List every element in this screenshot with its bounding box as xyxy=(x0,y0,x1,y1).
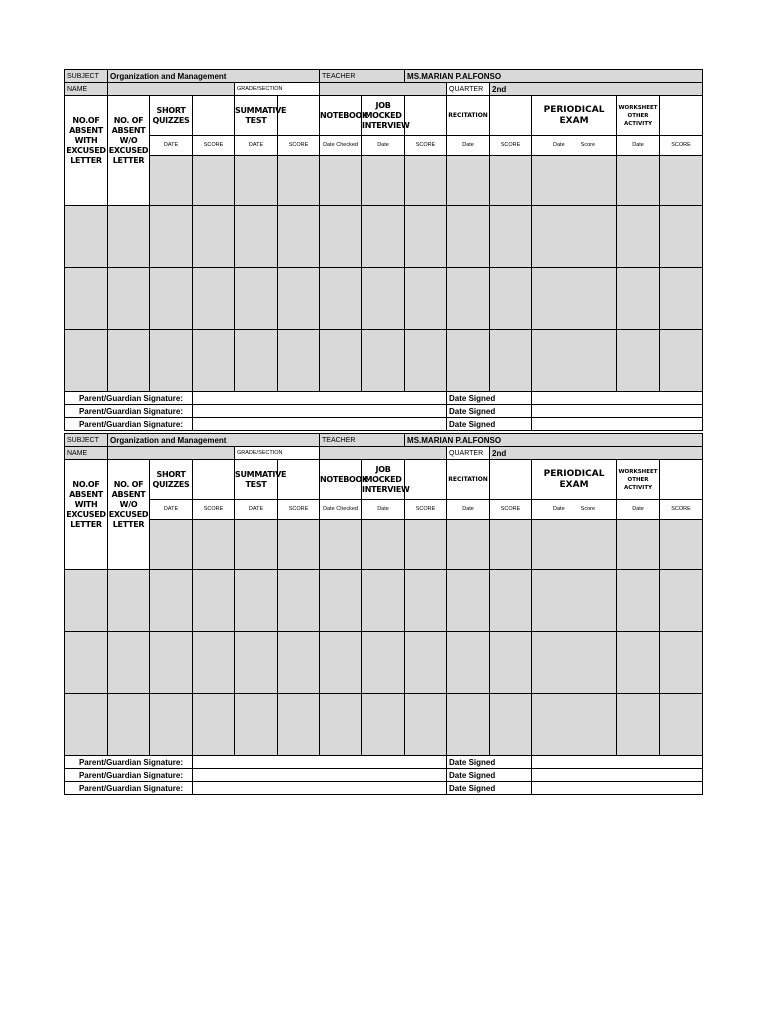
absent-without-excuse-header: NO. OF ABSENT W/O EXCUSED LETTER xyxy=(108,116,149,165)
summative-test-header: SUMMATIVE TEST xyxy=(235,469,287,489)
grade-entry-cell[interactable] xyxy=(490,570,532,632)
date-signed-label: Date Signed xyxy=(449,757,496,767)
grade-entry-cell[interactable] xyxy=(150,206,193,268)
grade-entry-cell[interactable] xyxy=(235,330,278,392)
grade-entry-cell[interactable] xyxy=(150,632,193,694)
test-date-subheader: DATE xyxy=(248,142,264,148)
interview-date-subheader: Date xyxy=(377,142,389,148)
grade-entry-cell[interactable] xyxy=(193,520,235,570)
signature-field[interactable] xyxy=(193,392,447,405)
grade-entry-cell[interactable] xyxy=(405,156,447,206)
grade-entry-cell[interactable] xyxy=(532,206,617,268)
grade-entry-cell[interactable] xyxy=(193,268,235,330)
teacher-value[interactable]: MS.MARIAN P.ALFONSO xyxy=(407,435,502,445)
grade-entry-cell[interactable] xyxy=(278,632,320,694)
grade-entry-cell[interactable] xyxy=(362,206,405,268)
date-signed-field[interactable] xyxy=(532,782,703,795)
worksheet-header: WORKSHEET OTHER ACTIVITY xyxy=(618,104,658,127)
grade-entry-cell[interactable] xyxy=(405,694,447,756)
recitation-date-subheader: Date xyxy=(462,142,474,148)
grade-entry-cell[interactable] xyxy=(490,156,532,206)
date-signed-label: Date Signed xyxy=(449,419,496,429)
job-mocked-interview-header: JOB MOCKED INTERVIEW xyxy=(362,464,410,494)
grade-entry-cell[interactable] xyxy=(532,632,617,694)
grade-entry-cell[interactable] xyxy=(447,330,490,392)
grade-entry-cell[interactable] xyxy=(532,520,617,570)
grade-entry-cell[interactable] xyxy=(235,156,278,206)
grade-entry-cell[interactable] xyxy=(532,694,617,756)
grade-entry-cell[interactable] xyxy=(405,206,447,268)
subject-label: SUBJECT xyxy=(67,72,99,80)
exam-date-subheader: Date xyxy=(553,506,565,512)
grade-entry-cell[interactable] xyxy=(405,520,447,570)
quarter-label: QUARTER xyxy=(449,85,484,93)
grade-entry-cell[interactable] xyxy=(490,330,532,392)
grade-entry-cell[interactable] xyxy=(532,268,617,330)
grade-form-2 xyxy=(64,433,702,795)
grade-entry-cell[interactable] xyxy=(278,156,320,206)
grade-entry-cell[interactable] xyxy=(490,632,532,694)
grade-entry-cell[interactable] xyxy=(405,330,447,392)
name-field[interactable] xyxy=(108,447,235,460)
grade-entry-cell[interactable] xyxy=(447,156,490,206)
grade-entry-cell[interactable] xyxy=(278,520,320,570)
grade-entry-cell[interactable] xyxy=(108,632,150,694)
grade-entry-cell[interactable] xyxy=(278,268,320,330)
grade-entry-cell[interactable] xyxy=(617,520,660,570)
grade-section-label: GRADE/SECTION xyxy=(237,450,283,456)
date-signed-field[interactable] xyxy=(532,756,703,769)
grade-entry-cell[interactable] xyxy=(447,632,490,694)
test-date-subheader: DATE xyxy=(248,506,264,512)
signature-label: Parent/Guardian Signature: xyxy=(78,757,183,767)
grade-entry-cell[interactable] xyxy=(532,330,617,392)
interview-score-subheader: SCORE xyxy=(415,142,436,148)
grade-entry-cell[interactable] xyxy=(617,694,660,756)
grade-entry-cell[interactable] xyxy=(490,520,532,570)
date-signed-field[interactable] xyxy=(532,405,703,418)
absent-without-excuse-header: NO. OF ABSENT W/O EXCUSED LETTER xyxy=(108,480,149,529)
grade-entry-cell[interactable] xyxy=(193,330,235,392)
grade-section-field[interactable] xyxy=(320,83,447,96)
grade-entry-cell[interactable] xyxy=(362,520,405,570)
grade-section-field[interactable] xyxy=(320,447,447,460)
periodical-exam-header: PERIODICAL EXAM xyxy=(543,104,605,126)
grade-entry-cell[interactable] xyxy=(278,570,320,632)
grade-entry-cell[interactable] xyxy=(362,694,405,756)
subject-value[interactable]: Organization and Management xyxy=(110,71,227,81)
grade-entry-cell[interactable] xyxy=(65,570,108,632)
grade-entry-cell[interactable] xyxy=(362,156,405,206)
grade-entry-cell[interactable] xyxy=(490,268,532,330)
notebook-date-checked-subheader: Date Checked xyxy=(323,506,358,512)
grade-entry-cell[interactable] xyxy=(660,694,703,756)
recitation-score-subheader: SCORE xyxy=(500,506,521,512)
signature-field[interactable] xyxy=(193,418,447,431)
grade-entry-cell[interactable] xyxy=(405,570,447,632)
grade-entry-cell[interactable] xyxy=(447,268,490,330)
grade-entry-cell[interactable] xyxy=(150,520,193,570)
grade-entry-cell[interactable] xyxy=(405,632,447,694)
date-signed-label: Date Signed xyxy=(449,393,496,403)
grade-entry-cell[interactable] xyxy=(108,694,150,756)
absent-with-excuse-header: NO.OF ABSENT WITH EXCUSED LETTER xyxy=(66,116,106,165)
signature-label: Parent/Guardian Signature: xyxy=(78,783,183,793)
grade-entry-cell[interactable] xyxy=(617,206,660,268)
quarter-value[interactable]: 2nd xyxy=(492,448,507,458)
grade-entry-cell[interactable] xyxy=(150,268,193,330)
grade-form-1 xyxy=(64,69,702,431)
grade-entry-cell[interactable] xyxy=(65,632,108,694)
date-signed-label: Date Signed xyxy=(449,783,496,793)
grade-table xyxy=(64,69,703,431)
grade-entry-cell[interactable] xyxy=(65,268,108,330)
grade-entry-cell[interactable] xyxy=(660,520,703,570)
grade-entry-cell[interactable] xyxy=(320,156,362,206)
signature-label: Parent/Guardian Signature: xyxy=(78,406,183,416)
grade-entry-cell[interactable] xyxy=(320,330,362,392)
grade-entry-cell[interactable] xyxy=(108,570,150,632)
summative-test-header: SUMMATIVE TEST xyxy=(235,105,287,125)
quiz-score-subheader: SCORE xyxy=(203,142,224,148)
recitation-header: RECITATION xyxy=(448,111,488,119)
grade-entry-cell[interactable] xyxy=(362,330,405,392)
grade-entry-cell[interactable] xyxy=(660,206,703,268)
grade-entry-cell[interactable] xyxy=(65,206,108,268)
exam-score-subheader: Score xyxy=(580,506,596,512)
name-field[interactable] xyxy=(108,83,235,96)
exam-date-subheader: Date xyxy=(553,142,565,148)
grade-entry-cell[interactable] xyxy=(362,570,405,632)
grade-entry-cell[interactable] xyxy=(320,206,362,268)
grade-entry-cell[interactable] xyxy=(108,206,150,268)
grade-entry-cell[interactable] xyxy=(660,268,703,330)
grade-entry-cell[interactable] xyxy=(617,156,660,206)
signature-label: Parent/Guardian Signature: xyxy=(78,419,183,429)
grade-entry-cell[interactable] xyxy=(65,694,108,756)
worksheet-date-subheader: Date xyxy=(632,142,644,148)
worksheet-date-subheader: Date xyxy=(632,506,644,512)
date-signed-label: Date Signed xyxy=(449,406,496,416)
recitation-header: RECITATION xyxy=(448,475,488,483)
job-mocked-interview-header: JOB MOCKED INTERVIEW xyxy=(362,100,410,130)
grade-entry-cell[interactable] xyxy=(320,268,362,330)
grade-entry-cell[interactable] xyxy=(193,694,235,756)
date-signed-label: Date Signed xyxy=(449,770,496,780)
signature-field[interactable] xyxy=(193,405,447,418)
worksheet-score-subheader: SCORE xyxy=(671,142,691,148)
worksheet-score-subheader: SCORE xyxy=(671,506,691,512)
quiz-date-subheader: DATE xyxy=(163,506,179,512)
grade-entry-cell[interactable] xyxy=(150,330,193,392)
grade-entry-cell[interactable] xyxy=(108,268,150,330)
grade-entry-cell[interactable] xyxy=(235,520,278,570)
grade-entry-cell[interactable] xyxy=(617,330,660,392)
grade-entry-cell[interactable] xyxy=(235,632,278,694)
absent-with-excuse-header: NO.OF ABSENT WITH EXCUSED LETTER xyxy=(66,480,106,529)
grade-entry-cell[interactable] xyxy=(108,330,150,392)
periodical-exam-header: PERIODICAL EXAM xyxy=(543,468,605,490)
grade-entry-cell[interactable] xyxy=(320,632,362,694)
teacher-label: TEACHER xyxy=(322,436,356,444)
subject-value[interactable]: Organization and Management xyxy=(110,435,227,445)
grade-entry-cell[interactable] xyxy=(150,570,193,632)
grade-entry-cell[interactable] xyxy=(447,570,490,632)
quarter-value[interactable]: 2nd xyxy=(492,84,507,94)
date-signed-field[interactable] xyxy=(532,392,703,405)
grade-entry-cell[interactable] xyxy=(532,156,617,206)
interview-score-subheader: SCORE xyxy=(415,506,436,512)
signature-field[interactable] xyxy=(193,756,447,769)
grade-entry-cell[interactable] xyxy=(193,156,235,206)
grade-entry-cell[interactable] xyxy=(278,694,320,756)
grade-entry-cell[interactable] xyxy=(617,570,660,632)
grade-entry-cell[interactable] xyxy=(235,570,278,632)
notebook-header: NOTEBOOK xyxy=(320,474,368,484)
name-label: NAME xyxy=(67,85,88,93)
grade-entry-cell[interactable] xyxy=(532,570,617,632)
quarter-label: QUARTER xyxy=(449,449,484,457)
grade-entry-cell[interactable] xyxy=(320,570,362,632)
grade-entry-cell[interactable] xyxy=(660,330,703,392)
grade-entry-cell[interactable] xyxy=(278,206,320,268)
teacher-value[interactable]: MS.MARIAN P.ALFONSO xyxy=(407,71,502,81)
quiz-score-subheader: SCORE xyxy=(203,506,224,512)
notebook-date-checked-subheader: Date Checked xyxy=(323,142,358,148)
grade-entry-cell[interactable] xyxy=(65,330,108,392)
grade-entry-cell[interactable] xyxy=(660,570,703,632)
name-label: NAME xyxy=(67,449,88,457)
grade-entry-cell[interactable] xyxy=(447,206,490,268)
grade-entry-cell[interactable] xyxy=(235,694,278,756)
recitation-score-subheader: SCORE xyxy=(500,142,521,148)
signature-field[interactable] xyxy=(193,769,447,782)
grade-entry-cell[interactable] xyxy=(660,632,703,694)
grade-table xyxy=(64,433,703,795)
grade-entry-cell[interactable] xyxy=(660,156,703,206)
quiz-date-subheader: DATE xyxy=(163,142,179,148)
grade-entry-cell[interactable] xyxy=(278,330,320,392)
grade-entry-cell[interactable] xyxy=(490,694,532,756)
grade-entry-cell[interactable] xyxy=(405,268,447,330)
grade-entry-cell[interactable] xyxy=(447,694,490,756)
grade-section-label: GRADE/SECTION xyxy=(237,86,283,92)
exam-score-subheader: Score xyxy=(580,142,596,148)
grade-entry-cell[interactable] xyxy=(193,206,235,268)
grade-entry-cell[interactable] xyxy=(150,156,193,206)
grade-entry-cell[interactable] xyxy=(320,520,362,570)
grade-entry-cell[interactable] xyxy=(235,268,278,330)
subject-label: SUBJECT xyxy=(67,436,99,444)
grade-entry-cell[interactable] xyxy=(617,632,660,694)
grade-entry-cell[interactable] xyxy=(617,268,660,330)
notebook-header: NOTEBOOK xyxy=(320,110,368,120)
grade-entry-cell[interactable] xyxy=(447,520,490,570)
teacher-label: TEACHER xyxy=(322,72,356,80)
test-score-subheader: SCORE xyxy=(288,506,309,512)
grade-entry-cell[interactable] xyxy=(362,268,405,330)
worksheet-header: WORKSHEET OTHER ACTIVITY xyxy=(618,468,658,491)
grade-entry-cell[interactable] xyxy=(320,694,362,756)
signature-field[interactable] xyxy=(193,782,447,795)
grade-entry-cell[interactable] xyxy=(150,694,193,756)
test-score-subheader: SCORE xyxy=(288,142,309,148)
grade-entry-cell[interactable] xyxy=(362,632,405,694)
recitation-date-subheader: Date xyxy=(462,506,474,512)
short-quizzes-header: SHORT QUIZZES xyxy=(152,469,190,489)
grade-entry-cell[interactable] xyxy=(193,570,235,632)
short-quizzes-header: SHORT QUIZZES xyxy=(152,105,190,125)
date-signed-field[interactable] xyxy=(532,418,703,431)
grade-entry-cell[interactable] xyxy=(490,206,532,268)
signature-label: Parent/Guardian Signature: xyxy=(78,770,183,780)
date-signed-field[interactable] xyxy=(532,769,703,782)
grade-entry-cell[interactable] xyxy=(193,632,235,694)
interview-date-subheader: Date xyxy=(377,506,389,512)
grade-entry-cell[interactable] xyxy=(235,206,278,268)
signature-label: Parent/Guardian Signature: xyxy=(78,393,183,403)
